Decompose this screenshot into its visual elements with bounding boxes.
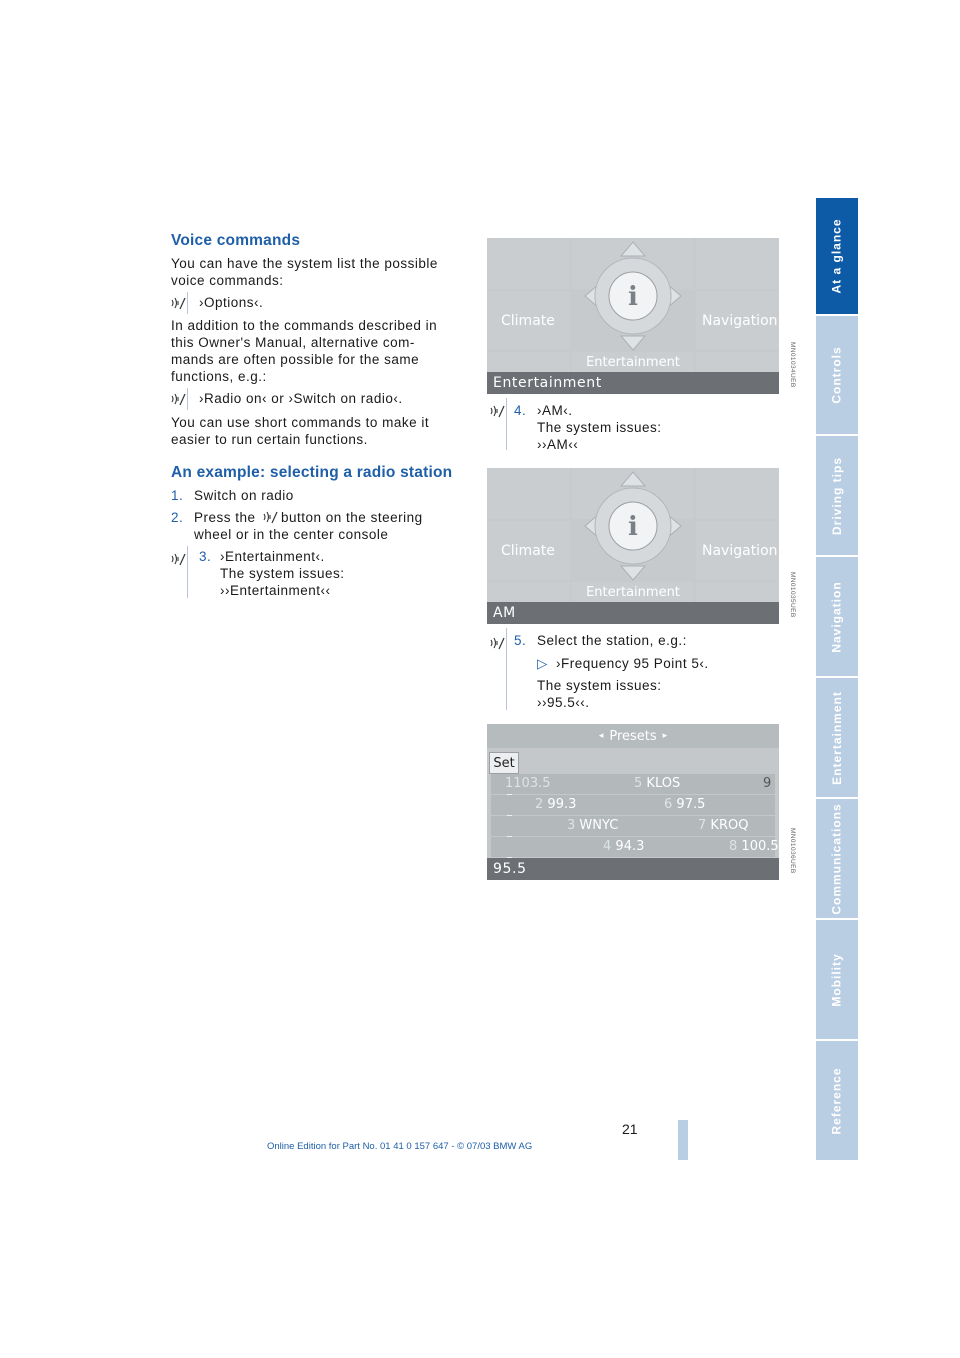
status-bar-frequency: 95.5 [487, 858, 779, 880]
sidebar-tab-mobility[interactable] [816, 920, 858, 1039]
step-3-command: ›Entertainment‹. [220, 549, 325, 564]
paragraph-line: easier to run certain functions. [171, 432, 368, 447]
preset-row [491, 816, 775, 836]
screen-main-menu [487, 238, 779, 394]
footer-edition: Online Edition for Part No. 01 41 0 157 647 - © 07/03 BMW AG [267, 1141, 533, 1152]
page-marker [678, 1120, 688, 1160]
presets-title: Presets [609, 728, 657, 744]
step-number: 2. [171, 510, 184, 525]
menu-cell [696, 582, 779, 602]
divider [187, 388, 188, 410]
preset-row [491, 837, 779, 857]
menu-item-navigation[interactable]: Navigation [696, 521, 779, 580]
menu-cell [696, 238, 779, 289]
divider [506, 398, 507, 450]
preset-5[interactable]: 5 KLOS [634, 776, 681, 791]
preset-8[interactable]: 8 100.5 [729, 839, 779, 854]
preset-6[interactable]: 6 97.5 [664, 797, 706, 812]
preset-3[interactable]: 3 WNYC [567, 818, 619, 833]
paragraph: You can have the system list the possible voice commands: [171, 256, 438, 288]
figure-code: MN01034UEB [789, 342, 796, 388]
status-bar: Entertainment [487, 372, 779, 394]
step-3-response: ››Entertainment‹‹ [220, 583, 331, 598]
sidebar-tab-label: Communications [830, 802, 844, 915]
screen-am [487, 468, 779, 624]
figure-code: MN01036UEB [789, 828, 796, 874]
voice-command-icon [170, 296, 186, 310]
preset-row [491, 795, 775, 815]
step-1-text: Switch on radio [194, 488, 294, 503]
preset-9[interactable]: 9 [763, 776, 772, 791]
sidebar-tab-label: Navigation [830, 580, 844, 653]
figure-code: MN01035UEB [789, 572, 796, 618]
voice-command-icon [170, 552, 186, 566]
sidebar-tab-label: Entertainment [830, 690, 844, 785]
step-5-response: ››95.5‹‹. [537, 695, 590, 710]
menu-cell [487, 352, 570, 372]
system-issues-label: The system issues: [537, 420, 662, 435]
svg-text:i: i [628, 512, 638, 542]
svg-text:i: i [628, 282, 638, 312]
sidebar-tab-driving-tips[interactable] [816, 436, 858, 555]
menu-cell [696, 352, 779, 372]
section-heading-voice-commands: Voice commands [171, 232, 301, 249]
preset-4[interactable]: 4 94.3 [603, 839, 645, 854]
sidebar-tab-label: Reference [830, 1066, 844, 1135]
menu-cell [487, 582, 570, 602]
paragraph-line: In addition to the commands described in [171, 318, 438, 333]
menu-item-entertainment[interactable]: Entertainment [572, 582, 694, 602]
command-options: ›Options‹. [199, 295, 264, 310]
step-number: 4. [514, 403, 527, 418]
paragraph-line: functions, e.g.: [171, 369, 267, 384]
sidebar-tab-navigation[interactable] [816, 557, 858, 676]
step-5-command: ›Frequency 95 Point 5‹. [556, 656, 709, 671]
paragraph-line: this Owner's Manual, alternative com- [171, 335, 415, 350]
sidebar-tab-communications[interactable] [816, 799, 858, 918]
divider [506, 628, 507, 710]
controller-knob-icon [583, 470, 683, 582]
step-number: 5. [514, 633, 527, 648]
command-radio-on: ›Radio on‹ or ›Switch on radio‹. [199, 391, 403, 406]
paragraph-line: mands are often possible for the same [171, 352, 420, 367]
system-issues-label: The system issues: [537, 678, 662, 693]
preset-1[interactable]: 1103.5 [505, 776, 551, 791]
preset-2[interactable]: 2 99.3 [535, 797, 577, 812]
preset-row [491, 774, 775, 794]
controller-knob-icon [583, 240, 683, 352]
divider [187, 546, 188, 598]
bullet-icon: ▷ [537, 656, 548, 671]
chevron-left-icon[interactable]: ◂ [598, 731, 604, 741]
step-4-command: ›AM‹. [537, 403, 573, 418]
menu-item-climate[interactable]: Climate [487, 291, 570, 350]
voice-command-icon [170, 392, 186, 406]
system-issues-label: The system issues: [220, 566, 345, 581]
presets-header [487, 724, 779, 748]
page-number: 21 [622, 1121, 638, 1137]
voice-button-icon [262, 510, 278, 524]
step-number: 3. [199, 549, 212, 564]
step-2-text-end: button on the steering [281, 510, 423, 525]
sidebar-tab-label: At a glance [830, 218, 844, 294]
voice-command-icon [489, 404, 505, 418]
paragraph-line: You can use short commands to make it [171, 415, 430, 430]
sidebar-tab-entertainment[interactable] [816, 678, 858, 797]
voice-command-icon [489, 636, 505, 650]
preset-7[interactable]: 7 KROQ [698, 818, 749, 833]
divider [187, 292, 188, 314]
sidebar-tab-label: Mobility [830, 952, 845, 1007]
menu-item-entertainment[interactable]: Entertainment [572, 352, 694, 372]
sidebar-tab-label: Driving tips [830, 456, 845, 535]
menu-cell [696, 468, 779, 519]
section-heading-example: An example: selecting a radio station [171, 464, 453, 481]
screen-presets [487, 724, 779, 880]
sidebar-tab-at-a-glance[interactable] [816, 198, 858, 314]
step-2-text-start: Press the [194, 510, 256, 525]
menu-cell [487, 238, 570, 289]
step-number: 1. [171, 488, 184, 503]
sidebar-tab-reference[interactable] [816, 1041, 858, 1160]
step-5-text: Select the station, e.g.: [537, 633, 687, 648]
step-2-text-line2: wheel or in the center console [194, 527, 389, 542]
menu-item-navigation[interactable]: Navigation [696, 291, 779, 350]
sidebar-tab-controls[interactable] [816, 316, 858, 434]
menu-cell [487, 468, 570, 519]
sidebar-tab-label: Controls [830, 346, 844, 404]
menu-item-climate[interactable]: Climate [487, 521, 570, 580]
status-bar: AM [487, 602, 779, 624]
step-4-response: ››AM‹‹ [537, 437, 579, 452]
chevron-right-icon[interactable]: ▸ [662, 731, 668, 741]
set-button[interactable]: Set [489, 752, 519, 774]
